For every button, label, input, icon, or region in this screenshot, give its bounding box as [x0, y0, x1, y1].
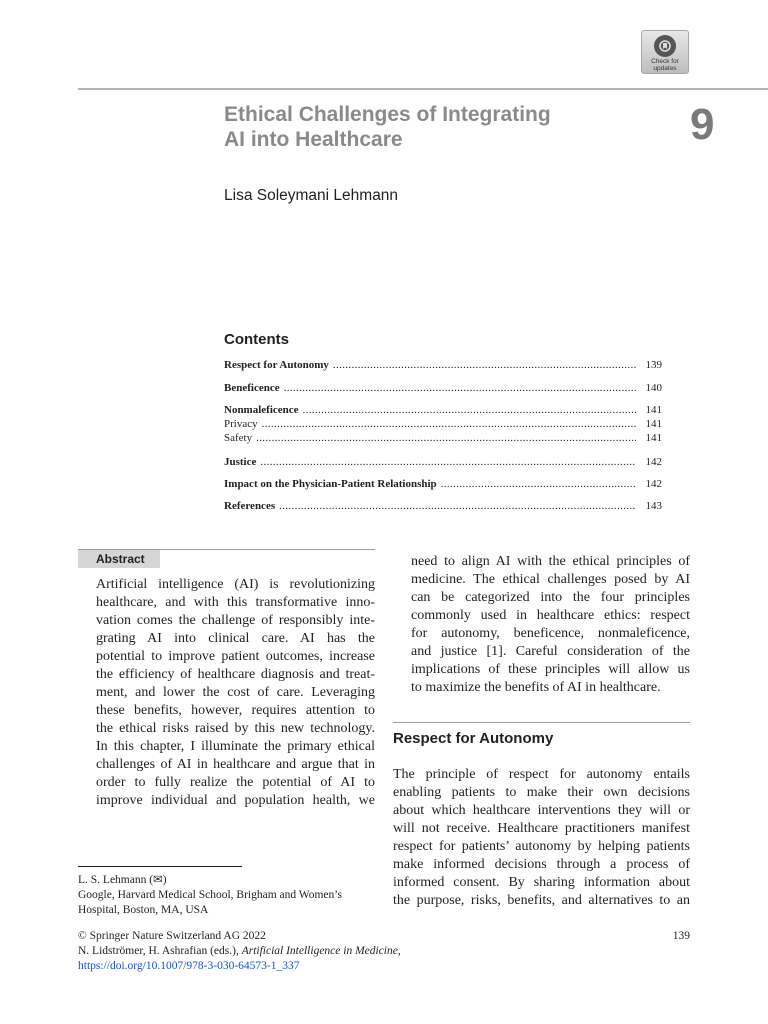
text-line: and justice [1]. Careful consideration of the	[411, 644, 690, 659]
text-line: the ethical risks raised by this new technology.	[96, 721, 375, 736]
text-line: these benefits, however, requires attention to	[96, 703, 375, 718]
toc-group-4	[224, 455, 662, 469]
abstract-text	[96, 576, 375, 810]
abstract-text-continued	[411, 553, 690, 697]
text-line: informed consent. By sharing information about	[393, 875, 690, 890]
text-line: grating AI into clinical care. AI has the	[96, 631, 375, 646]
toc-group-3	[224, 403, 662, 445]
toc-entry[interactable]	[224, 417, 662, 431]
toc-entry[interactable]	[224, 431, 662, 445]
text-line: need to align AI with the ethical principles of	[411, 554, 690, 569]
toc-entry[interactable]	[224, 381, 662, 395]
footnote-author: L. S. Lehmann (✉)	[78, 874, 167, 886]
text-line: challenges of AI in healthcare and argue that in	[96, 757, 375, 772]
text-line: implications of these principles will allow us	[411, 662, 690, 677]
toc-leader	[303, 403, 636, 417]
text-line: order to fully realize the potential of AI to	[96, 775, 375, 790]
bookmark-refresh-icon	[654, 35, 676, 57]
toc-entry[interactable]	[224, 455, 662, 469]
chapter-title: Ethical Challenges of Integrating AI into Healthcare	[224, 103, 551, 151]
book-title: Artificial Intelligence in Medicine	[241, 945, 398, 957]
toc-entry-page: 139	[645, 359, 662, 371]
toc-entry-title: Safety	[224, 432, 253, 444]
toc-entry-title: Respect for Autonomy	[224, 359, 329, 371]
citation	[78, 944, 690, 959]
text-line: healthcare, and with this transformative inno-	[96, 595, 375, 610]
footnote-affiliation: Google, Harvard Medical School, Brigham and Women’s	[78, 889, 342, 901]
toc-group-2	[224, 381, 662, 395]
toc-entry-page: 141	[645, 432, 662, 444]
text-line: In this chapter, I illuminate the primary ethical	[96, 739, 375, 754]
contents-heading: Contents	[224, 331, 289, 348]
toc-leader	[333, 358, 636, 372]
toc-leader	[279, 499, 636, 513]
text-line: potential to improve patient outcomes, increase	[96, 649, 375, 664]
text-line: medicine. The ethical challenges posed by AI	[411, 572, 690, 587]
text-line: the purpose, risks, benefits, and alternatives to an	[393, 893, 690, 908]
text-line: Artificial intelligence (AI) is revolutionizing	[96, 577, 375, 592]
doi-link[interactable]: https://doi.org/10.1007/978-3-030-64573-1_337	[78, 960, 300, 972]
toc-entry[interactable]	[224, 403, 662, 417]
header-rule	[78, 88, 768, 90]
toc-group-6	[224, 499, 662, 513]
text-line: will not receive. Healthcare practitioners manifest	[393, 821, 690, 836]
toc-leader	[256, 431, 636, 445]
text-line: ment, and lower the cost of care. Leveraging	[96, 685, 375, 700]
toc-entry-page: 141	[645, 418, 662, 430]
text-line: enabling patients to make their own decisions	[393, 785, 690, 800]
toc-entry[interactable]	[224, 358, 662, 372]
text-line: vation comes the challenge of responsibly inte-	[96, 613, 375, 628]
section-body	[393, 766, 690, 910]
chapter-number: 9	[690, 100, 715, 149]
citation-punctuation: ,	[397, 945, 401, 957]
toc-entry-title: Beneficence	[224, 382, 280, 394]
page-number: 139	[672, 930, 690, 942]
editors: N. Lidströmer, H. Ashrafian (eds.),	[78, 945, 242, 957]
section-rule	[393, 722, 690, 723]
toc-entry-title: Nonmaleficence	[224, 404, 299, 416]
text-line: to maximize the benefits of AI in healthcare.	[411, 680, 661, 695]
toc-entry-title: References	[224, 500, 276, 512]
toc-entry[interactable]	[224, 499, 662, 513]
chapter-author: Lisa Soleymani Lehmann	[224, 187, 399, 204]
badge-label: Check for updates	[651, 58, 679, 72]
text-line: the efficiency of healthcare diagnosis and treat-	[96, 667, 375, 682]
text-line: commonly used in healthcare ethics: respect	[411, 608, 690, 623]
toc-entry[interactable]	[224, 477, 662, 491]
toc-entry-page: 143	[645, 500, 662, 512]
toc-entry-page: 141	[645, 404, 662, 416]
toc-entry-page: 140	[645, 382, 662, 394]
section-heading: Respect for Autonomy	[393, 730, 554, 747]
abstract-label: Abstract	[78, 550, 160, 568]
footnote-rule	[78, 866, 242, 867]
toc-entry-title: Justice	[224, 456, 257, 468]
copyright: © Springer Nature Switzerland AG 2022	[78, 930, 266, 942]
toc-leader	[284, 381, 636, 395]
toc-entry-title: Privacy	[224, 418, 258, 430]
toc-entry-page: 142	[645, 456, 662, 468]
toc-group-1	[224, 358, 662, 372]
text-line: for autonomy, beneficence, nonmaleficence,	[411, 626, 690, 641]
page-footer	[78, 929, 690, 974]
toc-entry-page: 142	[645, 478, 662, 490]
toc-leader	[441, 477, 636, 491]
toc-leader	[260, 455, 636, 469]
text-line: respect for patients’ autonomy by helping patients	[393, 839, 690, 854]
footnote-affiliation: Hospital, Boston, MA, USA	[78, 904, 209, 916]
check-for-updates-badge[interactable]	[641, 30, 689, 74]
toc-leader	[262, 417, 636, 431]
text-line: improve individual and population health, we	[96, 793, 375, 808]
text-line: make informed decisions through a process of	[393, 857, 690, 872]
toc-entry-title: Impact on the Physician-Patient Relationship	[224, 478, 437, 490]
author-footnote	[78, 873, 378, 918]
text-line: The principle of respect for autonomy entails	[393, 767, 690, 782]
toc-group-5	[224, 477, 662, 491]
text-line: about which healthcare interventions they will or	[393, 803, 690, 818]
text-line: can be categorized into the four principles	[411, 590, 690, 605]
